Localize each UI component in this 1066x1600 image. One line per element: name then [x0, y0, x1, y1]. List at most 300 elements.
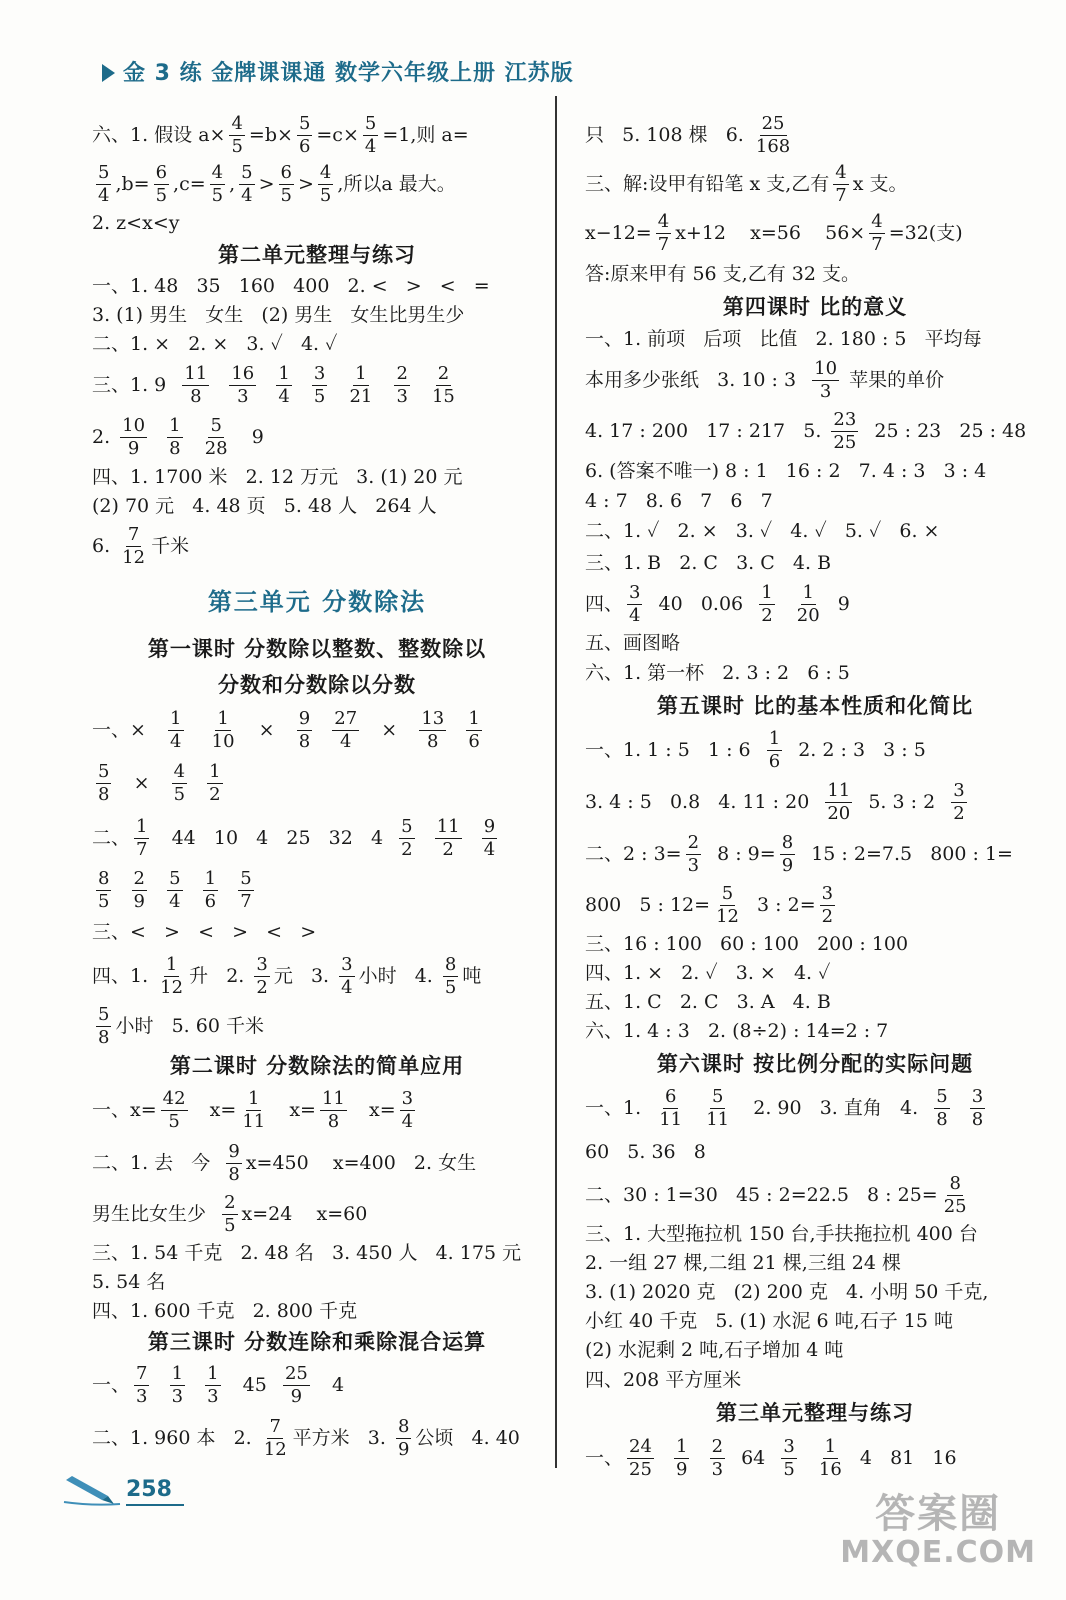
fraction-numerator: 23	[833, 408, 857, 430]
fraction	[817, 1435, 844, 1480]
fraction-denominator: 4	[169, 890, 181, 912]
fraction-denominator: 6	[204, 890, 217, 912]
answer-text: 一、1. 48 35 160 400 2. < > < =	[92, 275, 490, 298]
fraction-numerator: 3	[783, 1435, 795, 1457]
answer-text: 2. 一组 27 棵,二组 21 棵,三组 24 棵	[585, 1252, 902, 1275]
fraction-numerator: 3	[629, 581, 641, 603]
answer-text: 小红 40 千克 5. (1) 水泥 6 吨,石子 15 吨	[585, 1310, 953, 1333]
answer-text	[954, 1097, 966, 1120]
answer-text: 一、1.	[585, 1096, 654, 1119]
fraction-denominator: 5	[444, 976, 457, 998]
fraction	[466, 707, 481, 752]
answer-text: 小时 4.	[358, 964, 439, 987]
answer-text: 元 3.	[273, 964, 336, 987]
fraction-denominator: 9	[781, 854, 794, 876]
fraction	[942, 1172, 969, 1217]
answer-text: 4 : 7 8. 6 7 6 7	[585, 489, 773, 512]
answer-line	[585, 988, 1045, 1017]
section-heading: 第三单元整理与练习	[716, 1401, 914, 1425]
fraction-denominator: 5	[231, 135, 243, 157]
fraction-numerator: 1	[468, 707, 480, 729]
column-divider	[555, 96, 557, 1468]
fraction-denominator: 2	[209, 783, 221, 805]
fraction-numerator: 4	[173, 760, 186, 782]
fraction-denominator: 4	[364, 135, 377, 157]
answer-text	[213, 374, 225, 397]
answer-text: 8 : 9=	[705, 842, 776, 865]
fraction-denominator: 12	[263, 1438, 287, 1460]
answer-text: 三、1. 大型拖拉机 150 台,手扶拖拉机 400 台	[585, 1223, 978, 1246]
fraction-numerator: 42	[162, 1087, 186, 1109]
fraction-denominator: 5	[155, 184, 168, 206]
answer-line	[585, 1017, 1045, 1046]
fraction	[833, 161, 848, 206]
fraction	[172, 760, 187, 805]
section-heading: 第四课时 比的意义	[722, 295, 908, 319]
fraction-numerator: 6	[280, 161, 292, 183]
fraction-denominator: 25	[943, 1195, 967, 1217]
answer-text: 60 5. 36 8	[585, 1140, 706, 1163]
fraction-denominator: 28	[204, 437, 228, 459]
answer-text: 6.	[92, 534, 117, 557]
answer-line	[585, 406, 1045, 456]
answer-line	[585, 324, 1045, 354]
fraction-numerator: 3	[256, 953, 268, 975]
fraction-numerator: 3	[341, 953, 353, 975]
fraction-numerator: 1	[171, 1362, 184, 1384]
answer-line	[92, 463, 542, 492]
section-heading: 第一课时 分数除以整数、整数除以	[147, 637, 487, 661]
answer-line	[585, 959, 1045, 988]
answer-text	[260, 374, 272, 397]
fraction-denominator: 5	[224, 1214, 236, 1236]
answer-line	[585, 208, 1045, 258]
fraction-denominator: 7	[657, 233, 670, 255]
answer-text: 3. 4 : 5 0.8 4. 11 : 20	[585, 790, 822, 813]
book-header	[102, 56, 574, 87]
book-title: 金 3 练 金牌课课通 数学六年级上册 江苏版	[123, 61, 574, 86]
answer-text	[222, 879, 234, 902]
fraction-denominator: 3	[396, 385, 408, 407]
fraction-numerator: 6	[155, 161, 168, 183]
answer-text: 45	[224, 1373, 279, 1396]
fraction-denominator: 7	[835, 184, 847, 206]
fraction	[170, 1362, 185, 1407]
answer-text	[779, 593, 791, 616]
fraction-numerator: 5	[98, 161, 110, 183]
answer-text	[187, 426, 199, 449]
fraction-denominator: 2	[401, 838, 413, 860]
fraction	[182, 362, 209, 407]
answer-line	[585, 516, 1045, 546]
fraction	[710, 1435, 725, 1480]
fraction	[96, 760, 111, 805]
answer-line	[585, 828, 1045, 880]
answer-text	[331, 374, 343, 397]
fraction-numerator: 6	[664, 1085, 677, 1107]
fraction-numerator: 1	[676, 1435, 688, 1457]
fraction	[754, 112, 792, 157]
triangle-marker-icon	[102, 64, 115, 82]
page-footer	[62, 1472, 184, 1506]
fraction	[158, 953, 185, 998]
fraction-denominator: 5	[98, 890, 110, 912]
fraction-numerator: 5	[241, 161, 253, 183]
answer-text: ,所以a 最大。	[337, 172, 456, 195]
fraction	[394, 362, 409, 407]
fraction	[210, 707, 237, 752]
fraction	[205, 1362, 220, 1407]
answer-line	[92, 1189, 542, 1239]
answer-text: 15 : 2=7.5 800 : 1=	[799, 842, 1013, 865]
fraction	[627, 1435, 654, 1480]
fraction-denominator: 20	[796, 604, 820, 626]
answer-text: 升 2.	[189, 964, 251, 987]
fraction	[207, 760, 222, 805]
fraction	[347, 362, 374, 407]
answer-text: x=	[350, 1098, 396, 1121]
fraction-denominator: 20	[827, 802, 851, 824]
answer-text: 四、1.	[92, 964, 155, 987]
fraction-denominator: 8	[98, 1026, 110, 1048]
answer-text	[115, 879, 127, 902]
fraction-numerator: 2	[396, 362, 408, 384]
fraction-numerator: 9	[228, 1140, 240, 1162]
fraction-numerator: 13	[421, 707, 445, 729]
answer-text: ,c=	[173, 172, 206, 195]
unit-heading: 第三单元 分数除法	[207, 588, 427, 616]
fraction-denominator: 11	[659, 1108, 683, 1130]
fraction	[297, 707, 312, 752]
answer-line	[92, 301, 542, 330]
fraction-denominator: 3	[711, 1458, 724, 1480]
fraction	[96, 1003, 111, 1048]
fraction	[674, 1435, 689, 1480]
fraction-numerator: 10	[122, 414, 146, 436]
fraction-denominator: 15	[431, 385, 455, 407]
fraction-denominator: 2	[953, 802, 965, 824]
fraction-denominator: 5	[211, 184, 224, 206]
fraction	[332, 707, 359, 752]
fraction	[167, 867, 182, 912]
section-heading: 第三课时 分数连除和乘除混合运算	[147, 1330, 487, 1354]
fraction-numerator: 27	[334, 707, 358, 729]
answer-line	[92, 160, 542, 208]
fraction-numerator: 3	[401, 1087, 414, 1109]
answer-text: 二、	[92, 826, 131, 849]
answer-text	[378, 374, 390, 397]
fraction	[96, 867, 111, 912]
answer-text: 5. 3 : 2	[856, 790, 948, 813]
answer-line	[585, 486, 1045, 516]
answer-text: 一、1. 1 : 5 1 : 6	[585, 738, 763, 761]
fraction-denominator: 4	[98, 184, 110, 206]
answer-text: 44 10 4 25 32 4	[153, 826, 396, 849]
answer-text: 二、1. 960 本 2.	[92, 1426, 258, 1449]
answer-line	[92, 949, 542, 1003]
answer-line	[585, 1249, 1045, 1278]
page-number: 258	[126, 1477, 184, 1506]
fraction-denominator: 3	[687, 854, 700, 876]
fraction-numerator: 5	[711, 1085, 724, 1107]
fraction-numerator: 25	[284, 1362, 308, 1384]
section-heading: 分数和分数除以分数	[218, 673, 416, 697]
fraction	[226, 1140, 241, 1185]
fraction-numerator: 5	[210, 414, 222, 436]
fraction-numerator: 5	[364, 112, 377, 134]
fraction	[210, 161, 225, 206]
fraction-numerator: 4	[211, 161, 224, 183]
fraction-denominator: 4	[629, 604, 641, 626]
answer-text	[466, 827, 478, 850]
fraction-numerator: 1	[165, 953, 178, 975]
fraction	[686, 831, 701, 876]
fraction-denominator: 3	[136, 1385, 148, 1407]
pencil-icon	[62, 1472, 122, 1506]
fraction	[96, 161, 111, 206]
answer-text: 四、1. 600 千克 2. 800 千克	[92, 1300, 358, 1323]
fraction	[419, 707, 446, 752]
fraction	[229, 362, 256, 407]
fraction-numerator: 11	[184, 362, 208, 384]
fraction	[657, 1085, 684, 1130]
answer-line	[92, 755, 542, 811]
answer-text: 25 : 23 25 : 48	[862, 419, 1027, 442]
answer-text: 3. (1) 2020 克 (2) 200 克 4. 小明 50 千克,	[585, 1281, 989, 1304]
answer-text: 2.	[92, 425, 117, 448]
fraction-denominator: 25	[629, 1458, 652, 1480]
answer-text: 3. (1) 男生 女生 (2) 男生 女生比男生少	[92, 304, 465, 327]
answer-text	[189, 1374, 201, 1397]
fraction-denominator: 7	[871, 233, 883, 255]
answer-text: 六、1. 4 : 3 2. (8÷2) : 14=2 : 7	[585, 1020, 889, 1043]
fraction	[276, 362, 291, 407]
answer-text: 4 81 16	[847, 1446, 957, 1469]
left-column	[92, 110, 542, 1464]
fraction	[229, 112, 244, 157]
fraction-denominator: 9	[676, 1458, 688, 1480]
fraction	[704, 1085, 731, 1130]
answer-line	[585, 546, 1045, 580]
answer-text	[296, 374, 308, 397]
answer-line	[585, 456, 1045, 486]
answer-text: =1,则 a=	[382, 123, 469, 146]
answer-line	[585, 880, 1045, 930]
answer-text: 二、1. × 2. × 3. ✓ 4. ✓	[92, 333, 338, 356]
fraction-denominator: 10	[211, 730, 235, 752]
fraction-numerator: 11	[827, 779, 851, 801]
answer-line	[585, 1365, 1045, 1395]
answer-text	[419, 827, 431, 850]
right-column	[585, 110, 1045, 1485]
fraction	[780, 831, 795, 876]
fraction-numerator: 2	[687, 831, 700, 853]
answer-text: 三、1. 9	[92, 373, 179, 396]
fraction-numerator: 4	[657, 210, 670, 232]
answer-text	[153, 1374, 165, 1397]
answer-text: 四、1. × 2. ✓ 3. × 4. ✓	[585, 962, 831, 985]
fraction-denominator: 4	[170, 730, 182, 752]
answer-line	[585, 258, 1045, 290]
fraction	[262, 1415, 289, 1460]
answer-text: x+12 x=56 56×	[675, 221, 866, 244]
fraction	[222, 1191, 237, 1236]
answer-line	[92, 1412, 542, 1464]
answer-line	[585, 1170, 1045, 1220]
fraction-numerator: 9	[298, 707, 311, 729]
answer-text: 2. 90 3. 直角 4.	[735, 1096, 931, 1119]
fraction	[951, 779, 966, 824]
answer-text	[688, 1097, 700, 1120]
answer-line	[92, 330, 542, 359]
fraction-denominator: 8	[228, 1163, 240, 1185]
answer-text: 五、画图略	[585, 631, 681, 654]
fraction-denominator: 9	[290, 1385, 303, 1407]
fraction-denominator: 168	[755, 135, 791, 157]
fraction-denominator: 3	[171, 1385, 184, 1407]
answer-text: 本用多少张纸 3. 10 : 3	[585, 368, 809, 391]
fraction-numerator: 4	[871, 210, 883, 232]
answer-text: (2) 70 元 4. 48 页 5. 48 人 264 人	[92, 495, 437, 518]
fraction-denominator: 16	[818, 1458, 842, 1480]
fraction-numerator: 3	[953, 779, 965, 801]
fraction	[203, 867, 218, 912]
answer-text: 800 5 : 12=	[585, 893, 711, 916]
fraction-numerator: 5	[298, 112, 311, 134]
fraction-numerator: 24	[629, 1435, 652, 1457]
answer-line	[92, 1268, 542, 1297]
section-heading: 第二课时 分数除法的简单应用	[169, 1054, 465, 1078]
answer-text: 2. z<x<y	[92, 211, 180, 234]
fraction-numerator: 5	[169, 867, 181, 889]
fraction	[825, 779, 852, 824]
fraction-numerator: 1	[169, 414, 181, 436]
answer-text: 一、	[92, 1373, 131, 1396]
fraction-numerator: 4	[835, 161, 847, 183]
fraction-numerator: 7	[127, 523, 140, 545]
fraction	[339, 953, 354, 998]
answer-line	[585, 628, 1045, 658]
fraction	[283, 1362, 310, 1407]
fraction	[759, 581, 774, 626]
answer-text: 六、1. 第一杯 2. 3 : 2 6 : 5	[585, 661, 850, 684]
answer-line	[585, 1134, 1045, 1170]
answer-text: 三、1. B 2. C 3. C 4. B	[585, 551, 832, 574]
answer-text: 一、x=	[92, 1098, 157, 1121]
fraction-numerator: 1	[207, 1362, 219, 1384]
fraction-numerator: 1	[248, 1087, 260, 1109]
answer-line	[585, 1336, 1045, 1365]
fraction	[120, 414, 147, 459]
answer-text: 二、1. 去 今	[92, 1151, 223, 1174]
answer-text: x−12=	[585, 221, 652, 244]
fraction-denominator: 5	[319, 184, 332, 206]
fraction-numerator: 4	[231, 112, 243, 134]
answer-text: 4. 17 : 200 17 : 217 5.	[585, 419, 828, 442]
answer-text: 一、×	[92, 718, 165, 741]
answer-text	[188, 719, 206, 742]
fraction	[443, 953, 458, 998]
answer-line	[585, 110, 1045, 160]
answer-text: x 支。	[852, 172, 908, 195]
answer-text	[187, 879, 199, 902]
fraction-denominator: 2	[256, 976, 268, 998]
fraction-denominator: 4	[339, 730, 352, 752]
answer-text: 三、1. 54 千克 2. 48 名 3. 450 人 4. 175 元	[92, 1242, 522, 1265]
fraction-denominator: 6	[768, 750, 781, 772]
answer-text: 四、	[585, 592, 624, 615]
fraction	[120, 523, 147, 568]
answer-text: 三、< > < > < >	[92, 920, 317, 943]
fraction	[203, 414, 230, 459]
section-heading: 第六课时 按比例分配的实际问题	[656, 1052, 974, 1076]
fraction-numerator: 9	[483, 815, 496, 837]
answer-line	[92, 1083, 542, 1137]
answer-text: =32(支)	[888, 221, 963, 244]
fraction-numerator: 7	[269, 1415, 281, 1437]
fraction-denominator: 8	[327, 1110, 340, 1132]
answer-text	[151, 426, 163, 449]
answer-text	[450, 719, 462, 742]
answer-text: 一、	[585, 1446, 624, 1469]
fraction-denominator: 8	[427, 730, 439, 752]
answer-line	[92, 411, 542, 463]
fraction-denominator: 2	[442, 838, 454, 860]
answer-text: 四、208 平方厘米	[585, 1368, 742, 1391]
answer-text: =b×	[248, 123, 293, 146]
answer-line	[585, 1431, 1045, 1485]
answer-text: 只 5. 108 棵 6.	[585, 123, 750, 146]
fraction	[168, 707, 183, 752]
fraction	[435, 815, 462, 860]
fraction-numerator: 1	[217, 707, 229, 729]
answer-line	[585, 1278, 1045, 1307]
fraction	[820, 882, 835, 927]
fraction-numerator: 1	[768, 727, 781, 749]
fraction-denominator: 8	[190, 385, 202, 407]
fraction-denominator: 5	[280, 184, 292, 206]
answer-text: 5. 54 名	[92, 1271, 166, 1294]
fraction	[167, 414, 182, 459]
answer-text: 四、1. 1700 米 2. 12 万元 3. (1) 20 元	[92, 466, 463, 489]
answer-text: 公顷 4. 40	[415, 1426, 520, 1449]
fraction	[239, 161, 254, 206]
fraction-numerator: 1	[802, 581, 814, 603]
answer-text: 苹果的单价	[843, 368, 945, 391]
fraction	[831, 408, 858, 453]
fraction-numerator: 1	[278, 362, 290, 384]
fraction-denominator: 12	[122, 546, 146, 568]
answer-line	[92, 915, 542, 949]
fraction-numerator: 5	[936, 1085, 948, 1107]
answer-line	[92, 492, 542, 521]
fraction-denominator: 5	[168, 1110, 180, 1132]
answer-line	[92, 1239, 542, 1268]
answer-text: ×	[363, 718, 416, 741]
answer-line	[92, 1003, 542, 1049]
answer-line	[585, 580, 1045, 628]
watermark-url: MXQE.COM	[840, 1535, 1036, 1570]
fraction-numerator: 11	[436, 815, 460, 837]
fraction-numerator: 1	[170, 707, 182, 729]
answer-text: 三、解:设甲有铅笔 x 支,乙有	[585, 172, 830, 195]
fraction-numerator: 1	[209, 760, 221, 782]
answer-line	[92, 1137, 542, 1189]
answer-line	[585, 776, 1045, 828]
fraction-denominator: 12	[716, 905, 739, 927]
section-heading: 第五课时 比的基本性质和化简比	[656, 694, 974, 718]
fraction	[254, 953, 269, 998]
